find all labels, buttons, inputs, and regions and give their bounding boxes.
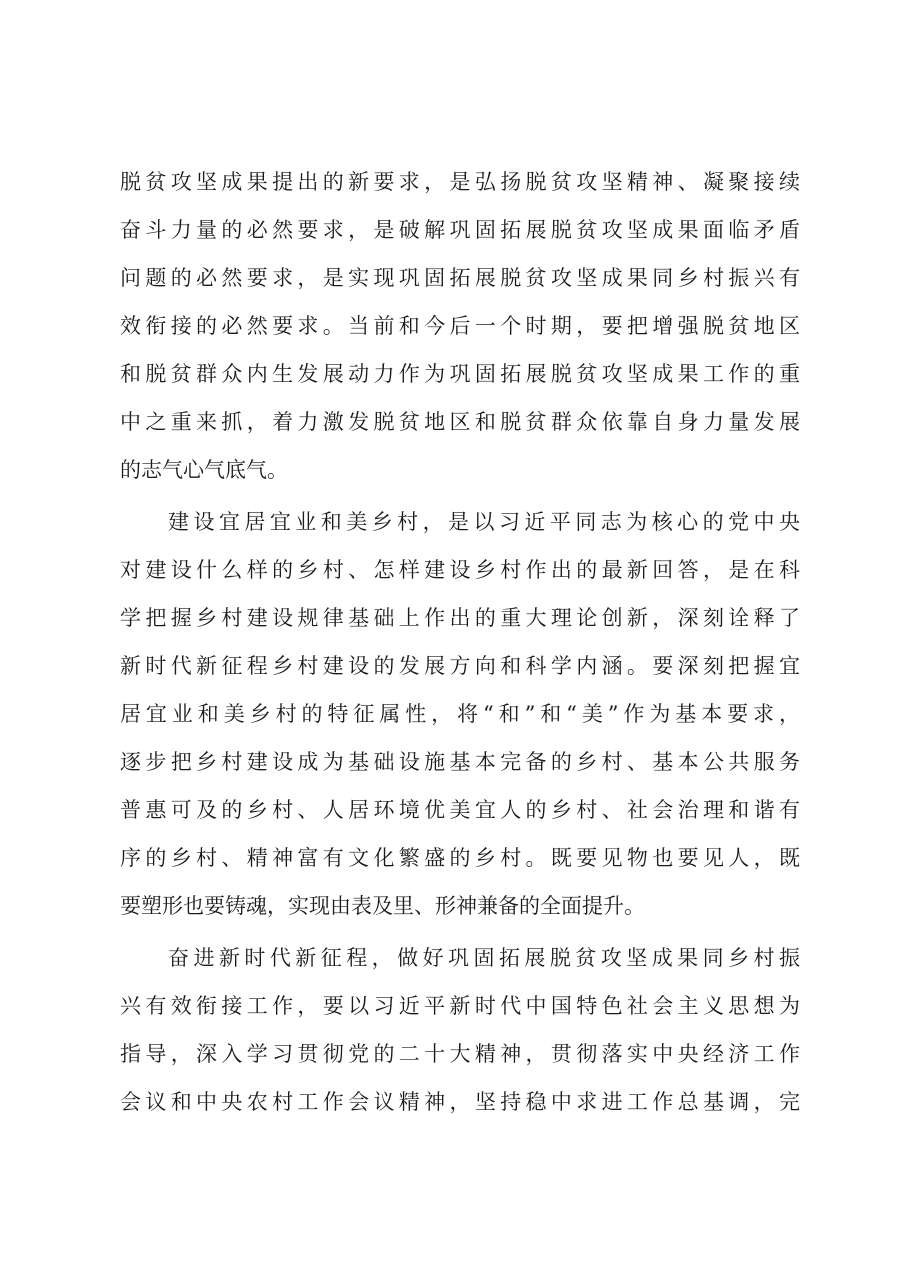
text-line: 新时代新征程乡村建设的发展方向和科学内涵。要深刻把握宜: [120, 654, 800, 678]
text-line: 序的乡村、精神富有文化繁盛的乡村。既要见物也要见人，既: [120, 846, 800, 870]
text-line: 会议和中央农村工作会议精神，坚持稳中求进工作总基调，完: [120, 1090, 800, 1114]
text-line: 奋斗力量的必然要求，是破解巩固拓展脱贫攻坚成果面临矛盾: [120, 218, 800, 242]
text-line: 普惠可及的乡村、人居环境优美宜人的乡村、社会治理和谐有: [120, 798, 800, 822]
text-line: 指导，深入学习贯彻党的二十大精神，贯彻落实中央经济工作: [120, 1042, 800, 1066]
text-line: 学把握乡村建设规律基础上作出的重大理论创新，深刻诠释了: [120, 606, 800, 630]
paragraph-2: [120, 498, 800, 930]
text-line: 居宜业和美乡村的特征属性，将“和”和“美”作为基本要求，: [120, 702, 800, 726]
text-line: 的志气心气底气。: [120, 458, 288, 482]
text-line: 效衔接的必然要求。当前和今后一个时期，要把增强脱贫地区: [120, 314, 800, 338]
paragraph-1: [120, 158, 800, 494]
text-line: 和脱贫群众内生发展动力作为巩固拓展脱贫攻坚成果工作的重: [120, 362, 800, 386]
text-line: 兴有效衔接工作，要以习近平新时代中国特色社会主义思想为: [120, 994, 800, 1018]
text-line: 要塑形也要铸魂，实现由表及里、形神兼备的全面提升。: [120, 894, 645, 918]
text-line: 逐步把乡村建设成为基础设施基本完备的乡村、基本公共服务: [120, 750, 800, 774]
text-line: 脱贫攻坚成果提出的新要求，是弘扬脱贫攻坚精神、凝聚接续: [120, 170, 800, 194]
text-line: 奋进新时代新征程，做好巩固拓展脱贫攻坚成果同乡村振: [168, 946, 800, 970]
document-body: [120, 158, 800, 1126]
paragraph-3: [120, 934, 800, 1126]
text-line: 中之重来抓，着力激发脱贫地区和脱贫群众依靠自身力量发展: [120, 410, 800, 434]
text-line: 对建设什么样的乡村、怎样建设乡村作出的最新回答，是在科: [120, 558, 800, 582]
text-line: 问题的必然要求，是实现巩固拓展脱贫攻坚成果同乡村振兴有: [120, 266, 800, 290]
text-line: 建设宜居宜业和美乡村，是以习近平同志为核心的党中央: [168, 510, 800, 534]
